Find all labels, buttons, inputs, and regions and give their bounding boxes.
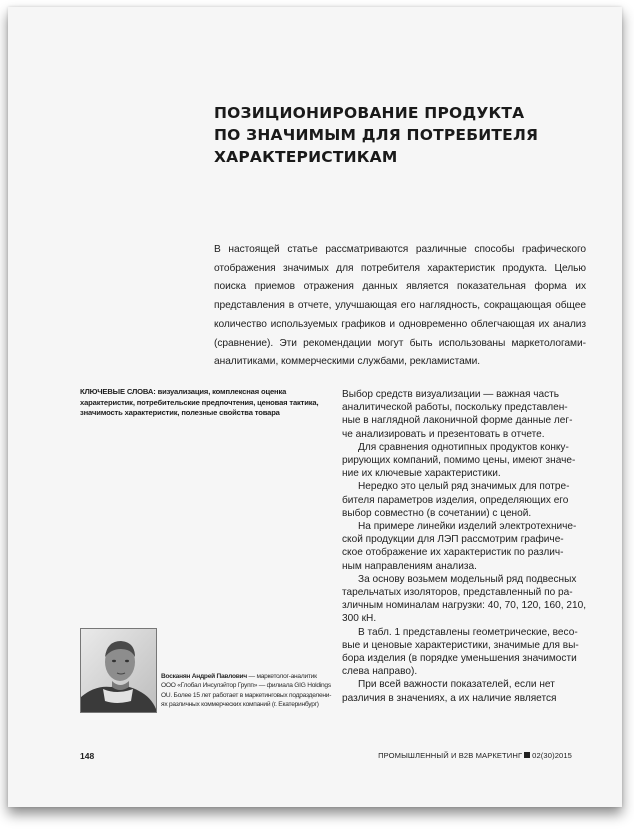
journal-footer xyxy=(378,751,572,760)
page-number: 148 xyxy=(80,751,95,761)
square-separator-icon xyxy=(524,752,530,758)
keywords-text: визуализация, комплексная оценка характеристик, потребительские предпочтения, ценовая тактика, значимость характеристик, полезные свойства товара xyxy=(80,387,319,418)
keywords-block xyxy=(80,387,325,419)
journal-name: ПРОМЫШЛЕННЫЙ И B2B МАРКЕТИНГ xyxy=(378,751,523,760)
article-body: Выбор средств визуализации — важная часть аналитической работы, поскольку представлен- ные в наглядной лаконичной форме данные лег- че анализировать и презентовать в отчете. Для сравнения однотипных продуктов конку- рирующих компаний, помимо цены, имеют значе- ние их ключевые характеристики. Нередко это целый ряд значимых для потре- бителя параметров изделия, определяющих его выбор совместно (в сочетании) с ценой. На примере линейки изделий электротехниче- ской продукции для ЛЭП рассмотрим графиче- ское отображение их характеристик по различ- ным направлениям анализа. За основу возьмем модельный ряд подвесных тарельчатых изоляторов, представленный по ра- зличным номиналам нагрузки: 40, 70, 120, 160, 210, 300 кН. В табл. 1 представлены геометрические, весо- вые и ценовые характеристики, значимые для вы- бора изделия (в порядке уменьшения значимости слева направо). При всей важности показателей, если нет различия в значениях, а их наличие является xyxy=(342,389,586,704)
magazine-page xyxy=(8,7,622,807)
title-line: ПО ЗНАЧИМЫМ ДЛЯ ПОТРЕБИТЕЛЯ xyxy=(214,126,539,144)
title-line: ХАРАКТЕРИСТИКАМ xyxy=(214,148,398,166)
author-photo xyxy=(80,628,157,713)
keywords-label: КЛЮЧЕВЫЕ СЛОВА: xyxy=(80,387,156,396)
issue-number: 02(30)2015 xyxy=(532,751,572,760)
author-bio: Восканян Андрей Павлович — маркетолог-аналитик ООО «Глобал Инсулэйтор Групп» — филиала GIG Holdings OU. Более 15 лет работает в маркетинговых подразделени- ях различных коммерческих компаний (г. Екатеринбург) xyxy=(161,673,332,708)
author-name: Восканян Андрей Павлович xyxy=(161,673,247,680)
author-portrait-icon xyxy=(81,629,156,712)
title-line: ПОЗИЦИОНИРОВАНИЕ ПРОДУКТА xyxy=(214,104,525,122)
article-abstract: В настоящей статье рассматриваются различные способы графического отображения значимых для потребителя характеристик продукта. Целью поиска приемов отражения данных является показательная форма их представления в отчете, улучшающая его наглядность, сокращающая общее количество используемых графиков и одновременно облегчающая их анализ (сравнение). Эти рекомендации могут быть использованы маркетологами-аналитиками, коммерческими службами, рекламистами. xyxy=(214,244,586,368)
article-title xyxy=(214,102,574,168)
